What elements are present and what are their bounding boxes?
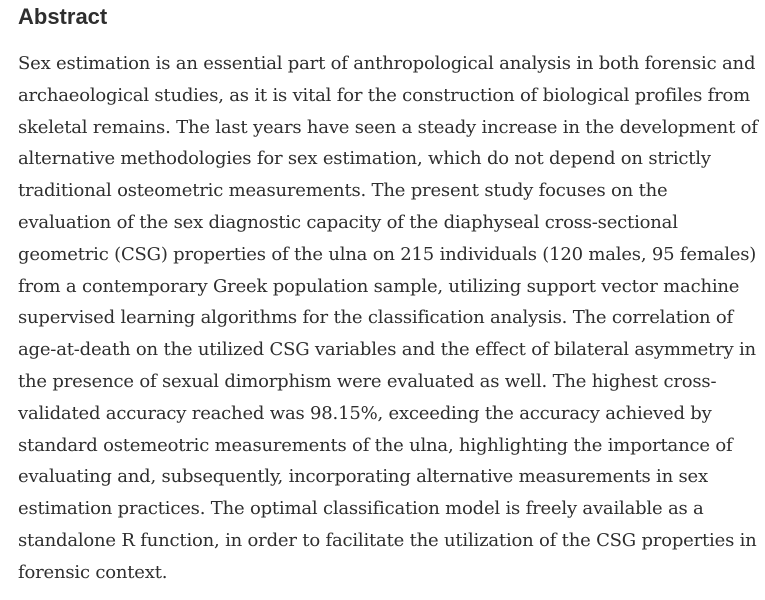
abstract-heading: Abstract bbox=[18, 4, 108, 29]
abstract-section bbox=[18, 0, 758, 589]
abstract-body: Sex estimation is an essential part of anthropological analysis in both forensic and archaeological studies, as it is vital for the construction of biological profiles from skeletal remains. The last years have seen a steady increase in the development of alternative methodologies for sex estimation, which do not depend on strictly traditional osteometric measurements. The present study focuses on the evaluation of the sex diagnostic capacity of the diaphyseal cross-sectional geometric (CSG) properties of the ulna on 215 individuals (120 males, 95 females) from a contemporary Greek population sample, utilizing support vector machine supervised learning algorithms for the classification analysis. The correlation of age-at-death on the utilized CSG variables and the effect of bilateral asymmetry in the presence of sexual dimorphism were evaluated as well. The highest cross-validated accuracy reached was 98.15%, exceeding the accuracy achieved by standard ostemeotric measurements of the ulna, highlighting the importance of evaluating and, subsequently, incorporating alternative measurements in sex estimation practices. The optimal classification model is freely available as a standalone R function, in order to facilitate the utilization of the CSG properties in forensic context. bbox=[18, 53, 758, 583]
